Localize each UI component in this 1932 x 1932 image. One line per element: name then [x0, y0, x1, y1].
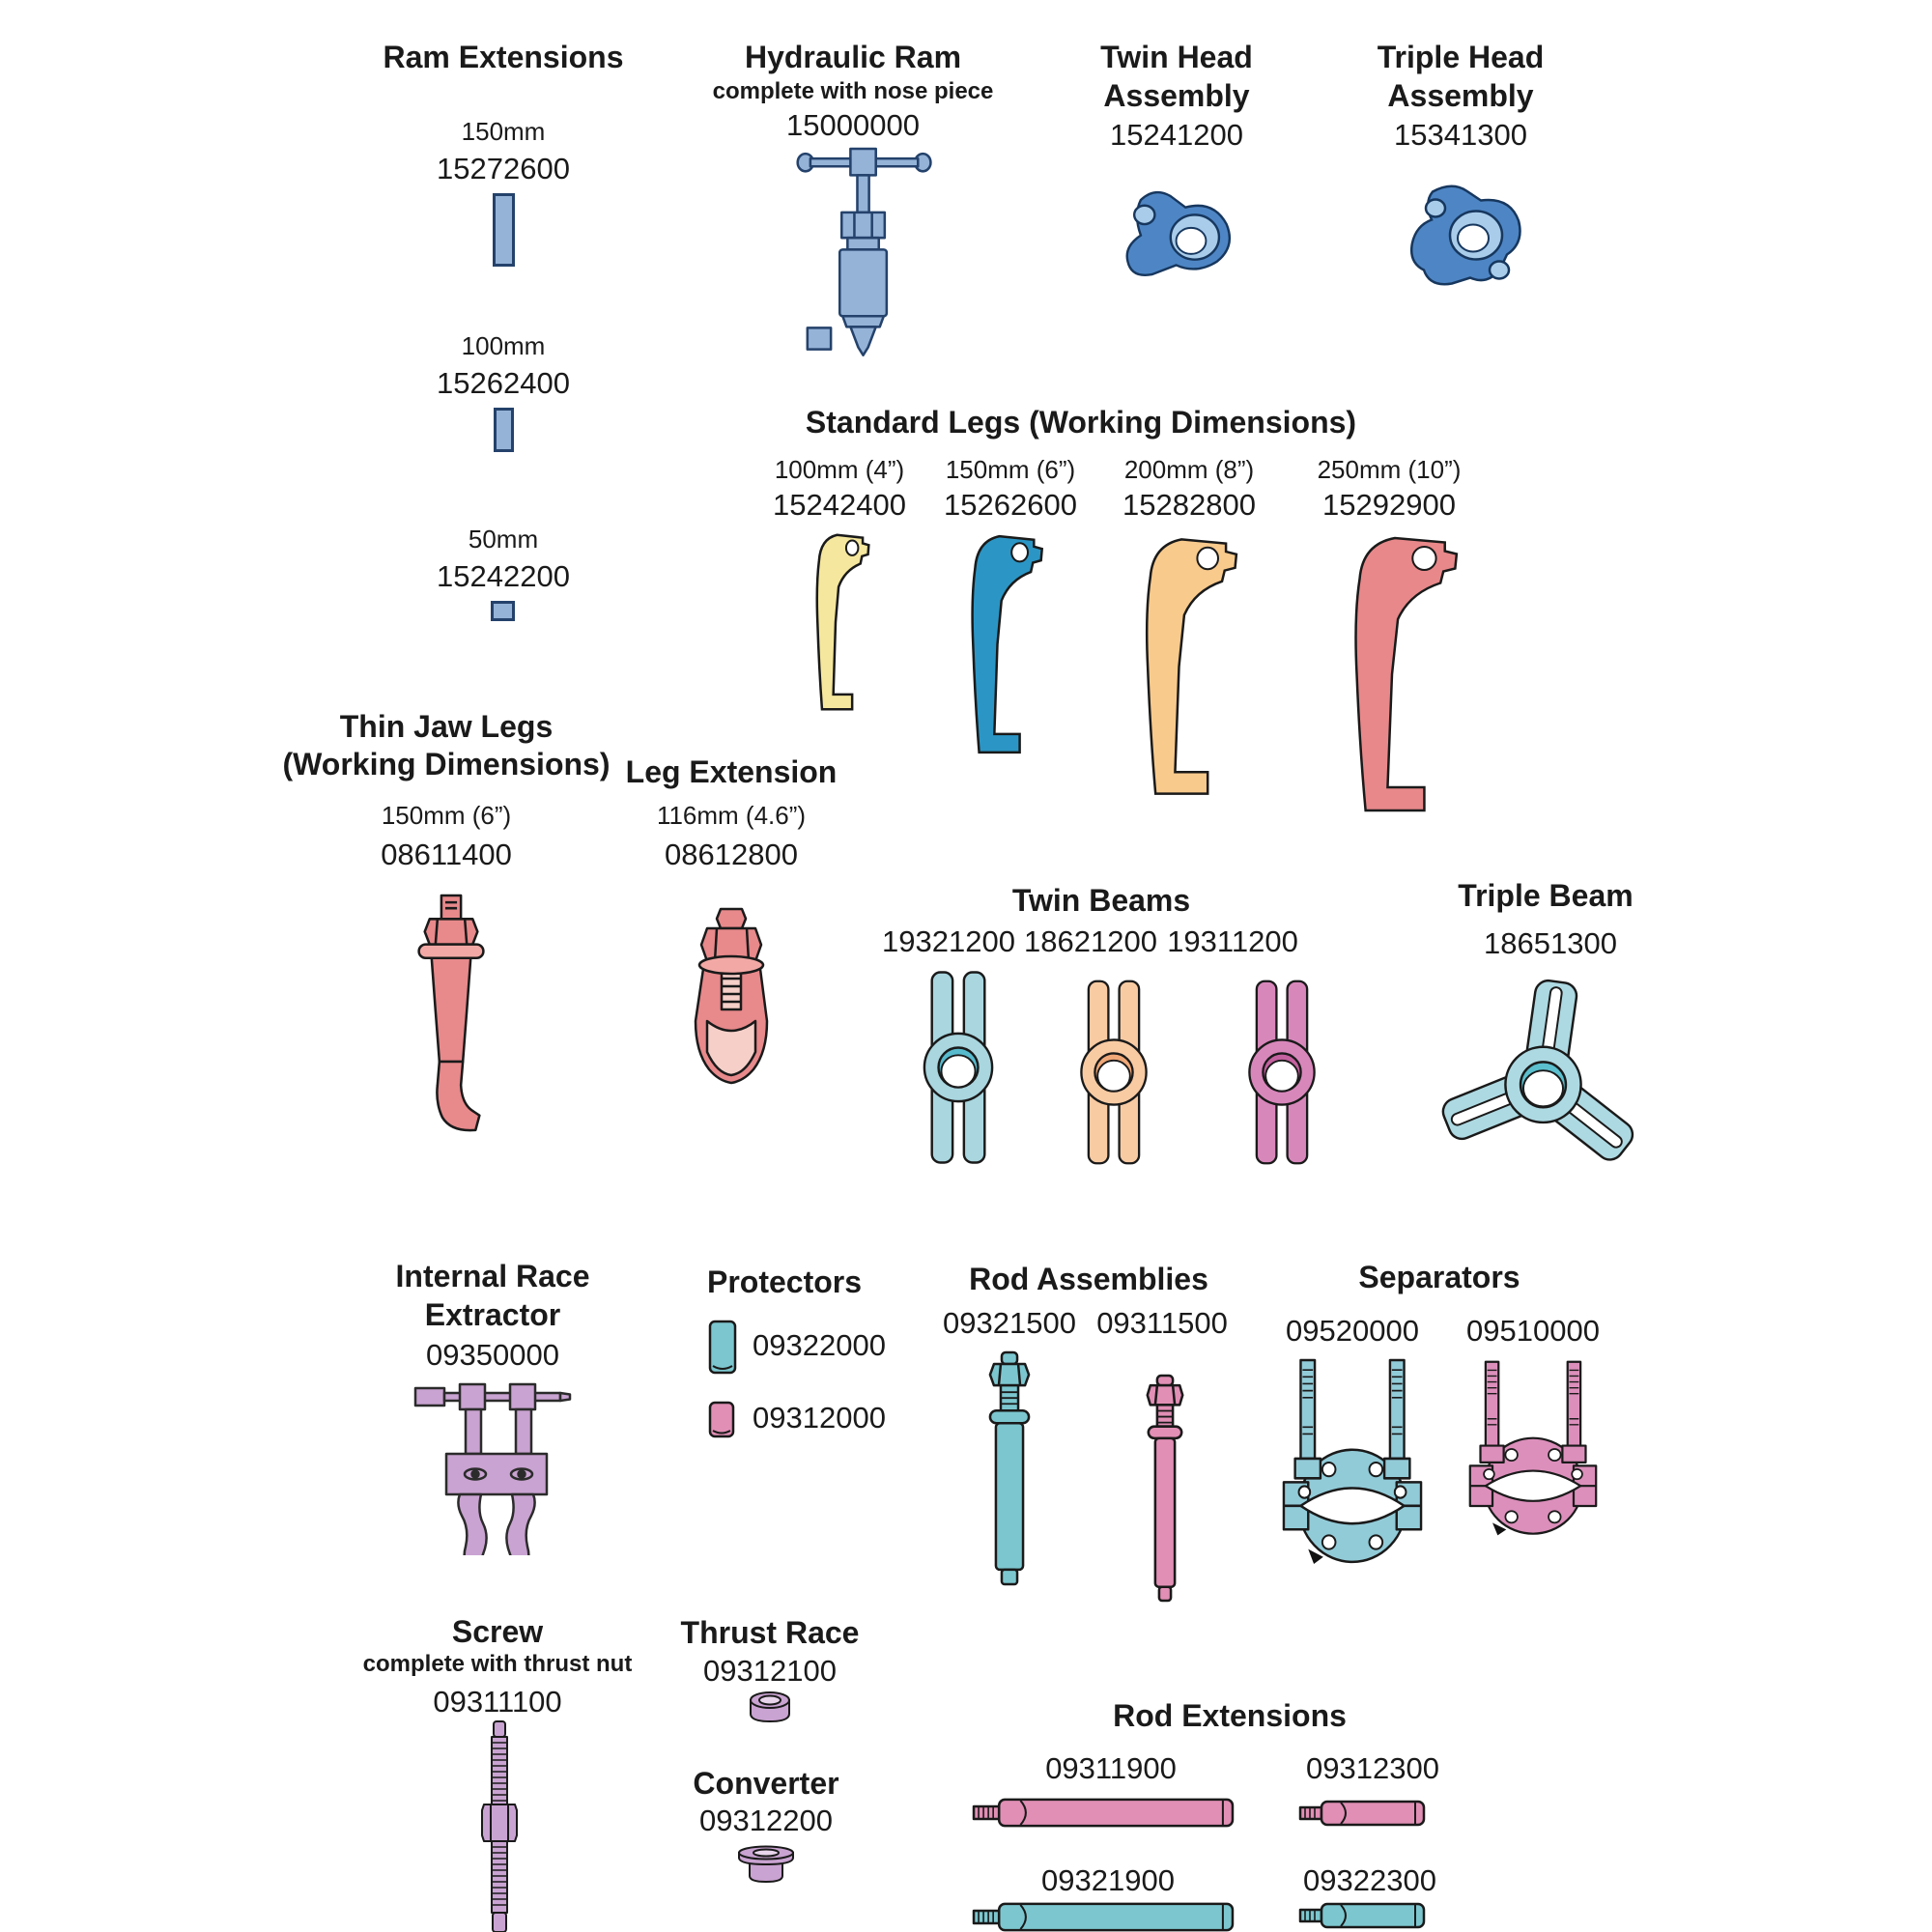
thrust-race-drawing — [749, 1690, 791, 1723]
standard-leg-100mm-drawing — [798, 529, 873, 715]
hydraulic-ram-part: 15000000 — [786, 108, 920, 142]
thin-jaw-legs-title-line1: Thin Jaw Legs — [339, 709, 554, 744]
ram-ext-150mm-size: 150mm — [461, 117, 546, 146]
triple-beam-part: 18651300 — [1484, 926, 1617, 960]
rod-extension-teal-long-drawing — [972, 1899, 1236, 1932]
leg-extension-drawing — [686, 906, 778, 1111]
thin-jaw-leg-drawing — [406, 894, 495, 1143]
converter-drawing — [737, 1845, 795, 1884]
separator-teal-drawing — [1282, 1358, 1423, 1567]
thin-jaw-legs-size: 150mm (6”) — [381, 801, 512, 830]
rod-ext-pink-short-part: 09312300 — [1306, 1751, 1439, 1785]
protector-teal-part: 09322000 — [753, 1328, 886, 1362]
rod-assembly-teal-drawing — [987, 1350, 1032, 1588]
separators-title: Separators — [1358, 1260, 1520, 1294]
twin-beam-2-part: 18621200 — [1024, 924, 1157, 958]
std-leg-250mm-size: 250mm (10”) — [1317, 455, 1462, 484]
rod-assembly-pink-drawing — [1146, 1374, 1184, 1604]
std-leg-150mm-size: 150mm (6”) — [945, 455, 1076, 484]
screw-part: 09311100 — [433, 1685, 562, 1719]
thrust-race-title: Thrust Race — [680, 1615, 860, 1650]
converter-part: 09312200 — [699, 1804, 833, 1837]
triple-beam-title: Triple Beam — [1458, 878, 1634, 913]
rod-ext-teal-short-part: 09322300 — [1303, 1863, 1436, 1897]
thin-jaw-legs-title-line2: (Working Dimensions) — [282, 747, 611, 781]
ram-ext-50mm-part: 15242200 — [437, 559, 570, 593]
thin-jaw-legs-part: 08611400 — [381, 838, 512, 871]
ram-extensions-title: Ram Extensions — [383, 40, 624, 74]
rod-ext-pink-long-part: 09311900 — [1045, 1751, 1177, 1785]
twin-beam-2-drawing — [1074, 978, 1153, 1167]
rod-extension-pink-long-drawing — [972, 1795, 1236, 1830]
protector-teal-drawing — [708, 1320, 737, 1376]
ram-ext-150mm-part: 15272600 — [437, 152, 570, 185]
protectors-title: Protectors — [706, 1264, 863, 1299]
screw-drawing — [480, 1719, 519, 1932]
rod-extensions-title: Rod Extensions — [1113, 1698, 1347, 1733]
triple-head-assembly-drawing — [1399, 176, 1534, 304]
twin-head-title-line2: Assembly — [1103, 78, 1250, 113]
standard-leg-150mm-drawing — [947, 529, 1048, 759]
twin-head-assembly-drawing — [1113, 176, 1243, 299]
ram-ext-100mm-size: 100mm — [461, 331, 546, 360]
ram-ext-50mm-size: 50mm — [468, 525, 539, 554]
std-leg-200mm-part: 15282800 — [1122, 488, 1256, 522]
ram-extension-50mm-drawing — [491, 601, 515, 621]
twin-beams-title: Twin Beams — [1011, 883, 1191, 918]
triple-head-title-line2: Assembly — [1387, 78, 1534, 113]
triple-beam-drawing — [1439, 978, 1647, 1179]
rod-extension-teal-short-drawing — [1297, 1901, 1427, 1930]
std-leg-200mm-size: 200mm (8”) — [1123, 455, 1255, 484]
screw-subtitle: complete with thrust nut — [362, 1651, 633, 1677]
ram-extension-100mm-drawing — [494, 408, 514, 452]
separator-pink-drawing — [1468, 1360, 1598, 1538]
converter-title: Converter — [693, 1766, 839, 1801]
leg-extension-title: Leg Extension — [625, 754, 838, 789]
twin-beam-3-drawing — [1244, 978, 1320, 1167]
rod-ext-teal-long-part: 09321900 — [1041, 1863, 1175, 1897]
triple-head-part: 15341300 — [1394, 118, 1527, 152]
triple-head-title-line1: Triple Head — [1377, 40, 1545, 74]
std-leg-100mm-part: 15242400 — [773, 488, 906, 522]
internal-race-extractor-drawing — [413, 1377, 573, 1555]
rod-assemblies-title: Rod Assemblies — [969, 1262, 1208, 1296]
std-leg-100mm-size: 100mm (4”) — [774, 455, 905, 484]
rod-assembly-teal-part: 09321500 — [943, 1306, 1076, 1340]
ram-ext-100mm-part: 15262400 — [437, 366, 570, 400]
twin-beam-1-part: 19321200 — [882, 924, 1015, 958]
twin-beam-3-part: 19311200 — [1167, 924, 1298, 958]
protector-pink-drawing — [708, 1401, 735, 1439]
std-leg-250mm-part: 15292900 — [1322, 488, 1456, 522]
rod-assembly-pink-part: 09311500 — [1096, 1306, 1228, 1340]
internal-race-extractor-title-line1: Internal Race — [395, 1259, 590, 1293]
screw-title: Screw — [451, 1614, 544, 1649]
twin-head-part: 15241200 — [1110, 118, 1243, 152]
rod-extension-pink-short-drawing — [1297, 1799, 1427, 1828]
standard-leg-200mm-drawing — [1114, 531, 1244, 802]
standard-legs-title: Standard Legs (Working Dimensions) — [805, 405, 1357, 440]
standard-leg-250mm-drawing — [1319, 529, 1465, 819]
protector-pink-part: 09312000 — [753, 1401, 886, 1435]
leg-extension-size: 116mm (4.6”) — [656, 801, 807, 830]
twin-beam-1-drawing — [921, 964, 996, 1171]
hydraulic-ram-subtitle: complete with nose piece — [712, 78, 994, 104]
thrust-race-part: 09312100 — [703, 1654, 837, 1688]
twin-head-title-line1: Twin Head — [1100, 40, 1253, 74]
std-leg-150mm-part: 15262600 — [944, 488, 1077, 522]
hydraulic-ram-drawing — [784, 147, 934, 377]
leg-extension-part: 08612800 — [665, 838, 798, 871]
internal-race-extractor-title-line2: Extractor — [424, 1297, 561, 1332]
hydraulic-ram-title: Hydraulic Ram — [744, 40, 962, 74]
separator-pink-part: 09510000 — [1466, 1314, 1600, 1348]
ram-extension-150mm-drawing — [493, 193, 515, 267]
separator-teal-part: 09520000 — [1286, 1314, 1419, 1348]
internal-race-extractor-part: 09350000 — [426, 1338, 559, 1372]
